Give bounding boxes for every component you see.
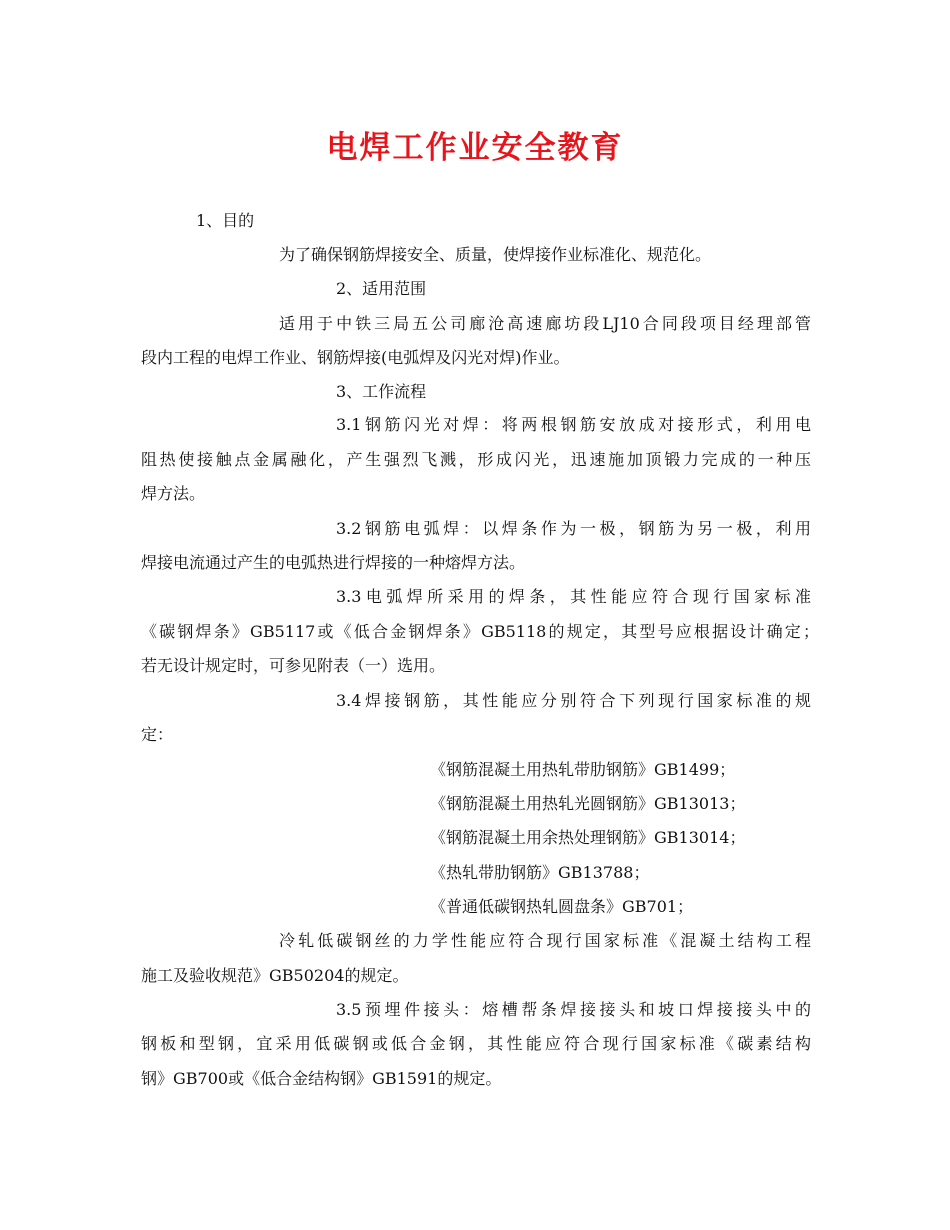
paragraph-line: 《碳钢焊条》GB5117或《低合金钢焊条》GB5118的规定，其型号应根据设计确定； [141,622,819,641]
paragraph-line: 3.4焊接钢筋，其性能应分别符合下列现行国家标准的规 [336,691,811,710]
paragraph-line: 若无设计规定时，可参见附表（一）选用。 [141,656,446,675]
paragraph-line: 施工及验收规范》GB50204的规定。 [141,966,409,985]
paragraph-line: 3.2钢筋电弧焊：以焊条作为一极，钢筋为另一极，利用 [336,519,811,538]
standard-list-item: 《钢筋混凝土用热轧光圆钢筋》GB13013； [430,794,746,813]
paragraph-line: 3.1钢筋闪光对焊：将两根钢筋安放成对接形式，利用电 [336,415,811,434]
paragraph-line: 阻热使接触点金属融化，产生强烈飞溅，形成闪光，迅速施加顶锻力完成的一种压 [141,450,811,469]
section-heading-scope: 2、适用范围 [336,279,427,298]
section-heading-purpose: 1、目的 [196,211,255,230]
paragraph-line: 3.3电弧焊所采用的焊条，其性能应符合现行国家标准 [336,587,811,606]
standard-list-item: 《热轧带肋钢筋》GB13788； [430,863,650,882]
paragraph-line: 冷轧低碳钢丝的力学性能应符合现行国家标准《混凝土结构工程 [279,931,811,950]
standard-list-item: 《钢筋混凝土用热轧带肋钢筋》GB1499； [430,760,736,779]
section-heading-workflow: 3、工作流程 [336,382,427,401]
paragraph-line: 段内工程的电焊工作业、钢筋焊接(电弧焊及闪光对焊)作业。 [141,348,570,367]
paragraph-line: 3.5预埋件接头：熔槽帮条焊接接头和坡口焊接接头中的 [336,1000,811,1019]
paragraph-line: 为了确保钢筋焊接安全、质量，使焊接作业标准化、规范化。 [279,245,712,264]
paragraph-line: 钢》GB700或《低合金结构钢》GB1591的规定。 [141,1069,502,1088]
document-title: 电焊工作业安全教育 [326,130,624,166]
standard-list-item: 《普通低碳钢热轧圆盘条》GB701； [430,897,694,916]
paragraph-line: 焊接电流通过产生的电弧热进行焊接的一种熔焊方法。 [141,553,526,572]
paragraph-line: 焊方法。 [141,484,206,503]
paragraph-line: 适用于中铁三局五公司廊沧高速廊坊段LJ10合同段项目经理部管 [279,314,811,333]
paragraph-line: 定： [141,725,174,744]
standard-list-item: 《钢筋混凝土用余热处理钢筋》GB13014； [430,828,746,847]
paragraph-line: 钢板和型钢，宜采用低碳钢或低合金钢，其性能应符合现行国家标准《碳素结构 [141,1034,811,1053]
